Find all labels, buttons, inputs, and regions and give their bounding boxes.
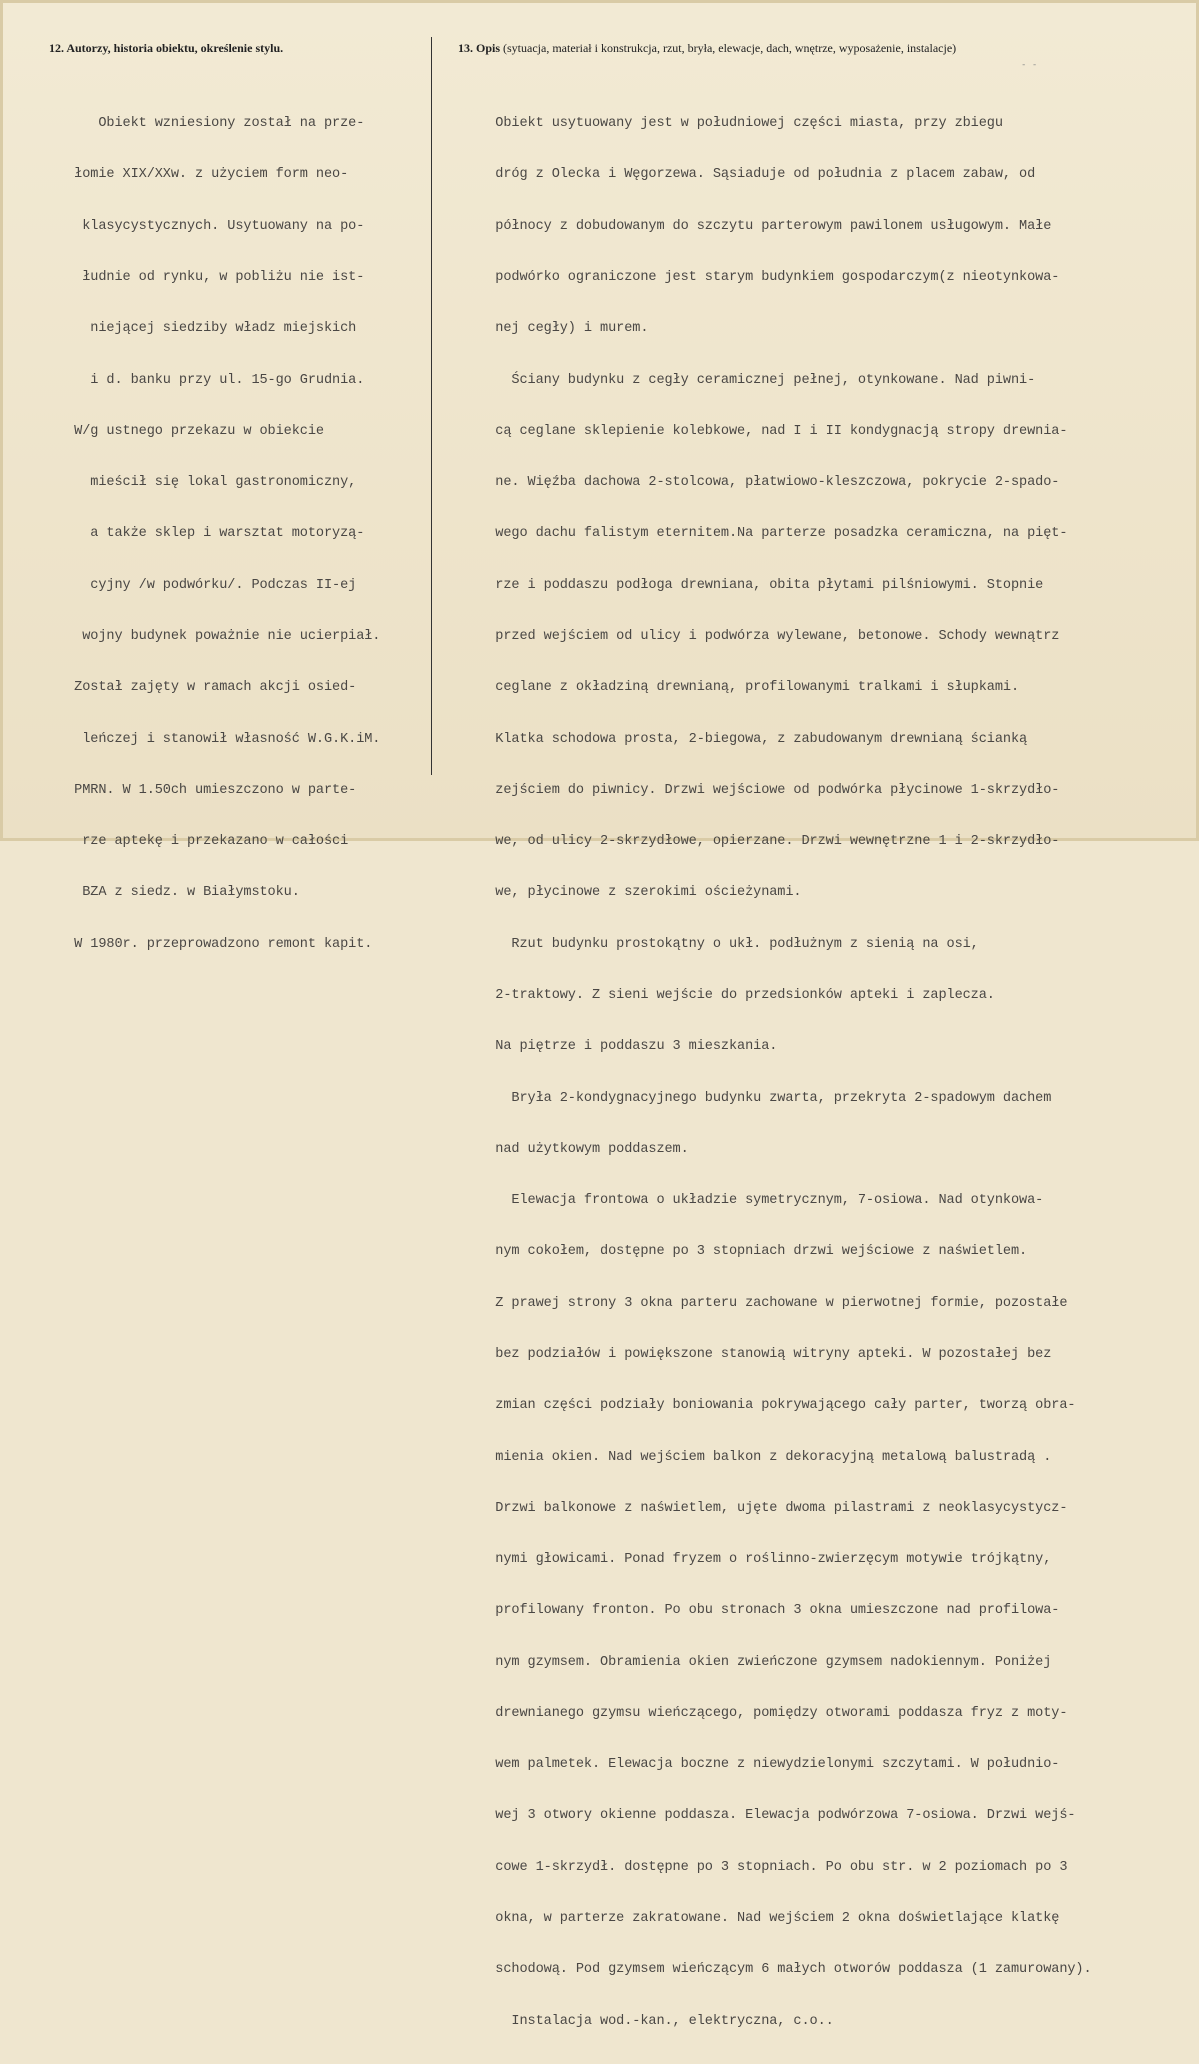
text-line: ne. Więźba dachowa 2-stolcowa, płatwiowo-kleszczowa, pokrycie 2-spado- bbox=[455, 475, 1060, 491]
text-line: okna, w parterze zakratowane. Nad wejściem 2 okna doświetlające klatkę bbox=[455, 1911, 1060, 1927]
text-line: zmian części podziały boniowania pokrywającego cały parter, tworzą obra- bbox=[455, 1398, 1076, 1414]
text-line: we, płycinowe z szerokimi ościeżynami. bbox=[455, 885, 802, 901]
text-line: leńczej i stanowił własność W.G.K.iM. bbox=[50, 731, 381, 747]
text-line: wojny budynek poważnie nie ucierpiał. bbox=[50, 629, 381, 644]
section-12-text bbox=[50, 81, 380, 987]
text-line: cą ceglane sklepienie kolebkowe, nad I i II kondygnacją stropy drewnia- bbox=[455, 423, 1068, 439]
text-line: Bryła 2-kondygnacyjnego budynku zwarta, przekryta 2-spadowym dachem bbox=[455, 1090, 1052, 1106]
text-line: północy z dobudowanym do szczytu parterowym pawilonem usługowym. Małe bbox=[455, 218, 1052, 234]
text-line: 2-traktowy. Z sieni wejście do przedsionków apteki i zaplecza. bbox=[455, 987, 995, 1003]
text-line: łudnie od rynku, w pobliżu nie ist- bbox=[50, 270, 365, 286]
text-line: rze i poddaszu podłoga drewniana, obita płytami pilśniowymi. Stopnie bbox=[455, 577, 1044, 593]
text-line: Elewacja frontowa o układzie symetrycznym, 7-osiowa. Nad otynkowa- bbox=[455, 1193, 1044, 1209]
dash-mark: - - bbox=[1021, 60, 1038, 70]
text-line: zejściem do piwnicy. Drzwi wejściowe od podwórka płycinowe 1-skrzydło- bbox=[455, 782, 1060, 798]
section-13-heading bbox=[458, 41, 956, 56]
text-line: wej 3 otwory okienne poddasza. Elewacja podwórzowa 7-osiowa. Drzwi wejś- bbox=[455, 1808, 1076, 1824]
text-line: Ściany budynku z cegły ceramicznej pełnej, otynkowane. Nad piwni- bbox=[455, 372, 1036, 388]
text-line: a także sklep i warsztat motoryzą- bbox=[50, 526, 365, 542]
section-12-heading: 12. Autorzy, historia obiektu, określenie stylu. bbox=[49, 41, 284, 55]
text-line: wego dachu falistym eternitem.Na parterze posadzka ceramiczna, na pięt- bbox=[455, 526, 1068, 542]
text-line: Rzut budynku prostokątny o ukł. podłużnym z sienią na osi, bbox=[455, 936, 979, 952]
text-line: Drzwi balkonowe z naświetlem, ujęte dwoma pilastrami z neoklasycystycz- bbox=[455, 1500, 1068, 1516]
text-line: nymi głowicami. Ponad fryzem o roślinno-zwierzęcym motywie trójkątny, bbox=[455, 1552, 1052, 1568]
text-line: Instalacja wod.-kan., elektryczna, c.o.. bbox=[455, 2013, 834, 2029]
text-line: mienia okien. Nad wejściem balkon z dekoracyjną metalową balustradą . bbox=[455, 1449, 1052, 1465]
text-line: Z prawej strony 3 okna parteru zachowane w pierwotnej formie, pozostałe bbox=[455, 1295, 1068, 1311]
text-line: niejącej siedziby władz miejskich bbox=[50, 321, 357, 337]
text-line: podwórko ograniczone jest starym budynkiem gospodarczym(z nieotynkowa- bbox=[455, 270, 1060, 286]
text-line: BZA z siedz. w Białymstoku. bbox=[50, 885, 300, 901]
text-line: Obiekt wzniesiony został na prze- bbox=[50, 116, 365, 132]
section-13-text bbox=[455, 81, 1092, 2064]
text-line: cyjny /w podwórku/. Podczas II-ej bbox=[50, 577, 357, 593]
text-line: Klatka schodowa prosta, 2-biegowa, z zabudowanym drewnianą ścianką bbox=[455, 731, 1028, 747]
section-13-heading-title: 13. Opis bbox=[458, 41, 501, 55]
text-line: i d. banku przy ul. 15-go Grudnia. bbox=[50, 372, 365, 388]
text-line: klasycystycznych. Usytuowany na po- bbox=[50, 218, 365, 234]
text-line: nym gzymsem. Obramienia okien zwieńczone gzymsem nadokiennym. Poniżej bbox=[455, 1654, 1052, 1670]
text-line: łomie XIX/XXw. z użyciem form neo- bbox=[50, 167, 349, 183]
text-line: nad użytkowym poddaszem. bbox=[455, 1141, 689, 1157]
text-line: profilowany fronton. Po obu stronach 3 okna umieszczone nad profilowa- bbox=[455, 1603, 1060, 1619]
text-line: we, od ulicy 2-skrzydłowe, opierzane. Drzwi wewnętrzne 1 i 2-skrzydło- bbox=[455, 834, 1060, 850]
text-line: drewnianego gzymsu wieńczącego, pomiędzy otworami poddasza fryz z moty- bbox=[455, 1705, 1068, 1721]
text-line: W 1980r. przeprowadzono remont kapit. bbox=[50, 936, 373, 952]
text-line: Obiekt usytuowany jest w południowej części miasta, przy zbiegu bbox=[455, 116, 1003, 132]
text-line: bez podziałów i powiększone stanowią witryny apteki. W pozostałej bez bbox=[455, 1346, 1052, 1362]
text-line: wem palmetek. Elewacja boczne z niewydzielonymi szczytami. W południo- bbox=[455, 1757, 1060, 1773]
text-line: mieścił się lokal gastronomiczny, bbox=[50, 475, 357, 491]
text-line: ceglane z okładziną drewnianą, profilowanymi tralkami i słupkami. bbox=[455, 680, 1020, 696]
text-line: przed wejściem od ulicy i podwórza wylewane, betonowe. Schody wewnątrz bbox=[455, 629, 1060, 644]
section-13-heading-subtitle: (sytuacja, materiał i konstrukcja, rzut, bryła, elewacje, dach, wnętrze, wyposażenie, instalacje) bbox=[503, 41, 957, 55]
text-line: PMRN. W 1.50ch umieszczono w parte- bbox=[50, 782, 357, 798]
column-divider bbox=[431, 37, 432, 775]
text-line: nym cokołem, dostępne po 3 stopniach drzwi wejściowe z naświetlem. bbox=[455, 1244, 1028, 1260]
text-line: rze aptekę i przekazano w całości bbox=[50, 834, 349, 850]
text-line: W/g ustnego przekazu w obiekcie bbox=[50, 423, 324, 439]
text-line: cowe 1-skrzydł. dostępne po 3 stopniach. Po obu str. w 2 poziomach po 3 bbox=[455, 1859, 1068, 1875]
text-line: dróg z Olecka i Węgorzewa. Sąsiaduje od południa z placem zabaw, od bbox=[455, 167, 1036, 183]
text-line: Na piętrze i poddaszu 3 mieszkania. bbox=[455, 1039, 778, 1055]
text-line: schodową. Pod gzymsem wieńczącym 6 małych otworów poddasza (1 zamurowany). bbox=[455, 1962, 1092, 1978]
text-line: Został zajęty w ramach akcji osied- bbox=[50, 680, 357, 696]
text-line: nej cegły) i murem. bbox=[455, 321, 649, 337]
